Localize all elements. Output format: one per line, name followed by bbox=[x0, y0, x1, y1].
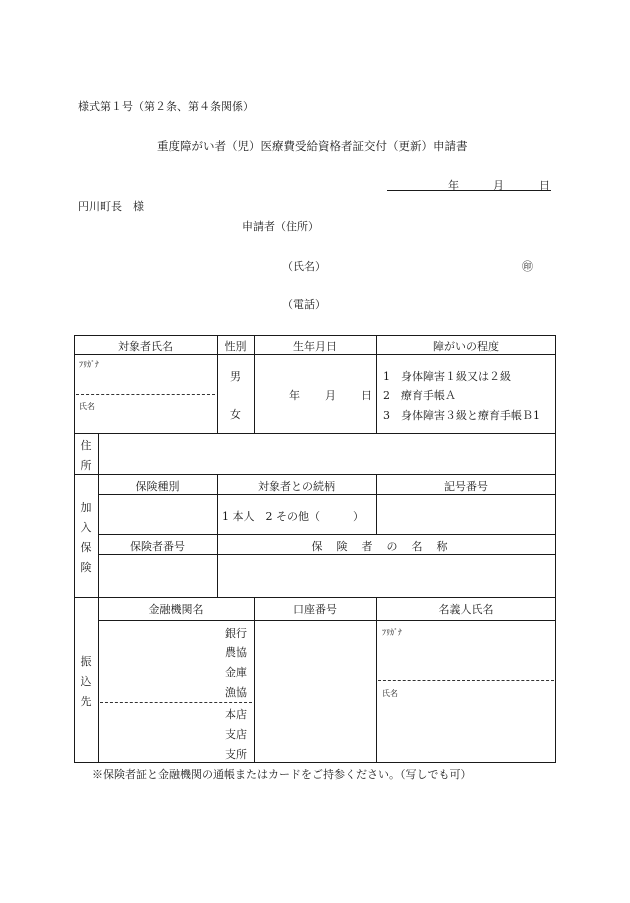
name-label: 氏名 bbox=[79, 402, 95, 411]
disability-option-1[interactable]: 1 身体障害１級又は２級 bbox=[383, 370, 511, 383]
col-sex-header: 性別 bbox=[224, 340, 247, 353]
holder-furigana-label: ﾌﾘｶﾞﾅ bbox=[382, 628, 402, 637]
form-number: 様式第１号（第２条、第４条関係） bbox=[78, 100, 254, 113]
applicant-name-label: （氏名） bbox=[282, 260, 326, 273]
transfer-label-3: 先 bbox=[80, 695, 92, 708]
seal-mark: ㊞ bbox=[522, 260, 533, 273]
col-birth-header: 生年月日 bbox=[293, 340, 337, 353]
branch-type-main[interactable]: 本店 bbox=[225, 708, 247, 721]
bank-name-header: 金融機関名 bbox=[148, 603, 204, 616]
bank-type-fishery[interactable]: 漁協 bbox=[225, 686, 247, 699]
birth-day: 日 bbox=[361, 389, 372, 402]
address-label-2: 所 bbox=[80, 459, 92, 472]
bank-type-credit[interactable]: 金庫 bbox=[225, 666, 247, 679]
holder-name-header: 名義人氏名 bbox=[438, 603, 494, 616]
applicant-phone-label: （電話） bbox=[282, 298, 326, 311]
insurance-label-2: 入 bbox=[80, 521, 92, 534]
holder-name-label: 氏名 bbox=[382, 689, 398, 698]
furigana-label: ﾌﾘｶﾞﾅ bbox=[79, 360, 99, 369]
sex-male[interactable]: 男 bbox=[230, 370, 241, 383]
insurer-name-header: 保険者の名称 bbox=[311, 540, 462, 553]
symbol-number-header: 記号番号 bbox=[444, 480, 488, 493]
address-label-1: 住 bbox=[80, 439, 92, 452]
date-day: 日 bbox=[539, 179, 550, 192]
birth-year: 年 bbox=[289, 389, 300, 402]
applicant-address-label: 申請者（住所） bbox=[242, 220, 319, 233]
transfer-label-2: 込 bbox=[80, 675, 92, 688]
relation-options[interactable]: 1 本人 2 その他（ ） bbox=[222, 510, 364, 523]
insurance-label-4: 険 bbox=[80, 561, 92, 574]
footer-note: ※保険者証と金融機関の通帳またはカードをご持参ください。（写しでも可） bbox=[92, 768, 472, 781]
insurance-label-3: 保 bbox=[80, 541, 92, 554]
col-disability-header: 障がいの程度 bbox=[433, 340, 499, 353]
insurance-type-header: 保険種別 bbox=[135, 480, 180, 493]
relation-header: 対象者との続柄 bbox=[258, 480, 335, 493]
birth-month: 月 bbox=[325, 389, 336, 402]
col-name-header: 対象者氏名 bbox=[118, 340, 173, 353]
account-number-header: 口座番号 bbox=[293, 603, 337, 616]
bank-type-agri[interactable]: 農協 bbox=[225, 646, 247, 659]
addressee: 円川町長 様 bbox=[78, 200, 144, 213]
insured-number-header: 保険者番号 bbox=[130, 540, 185, 553]
disability-option-3[interactable]: 3 身体障害３級と療育手帳Ｂ1 bbox=[383, 409, 540, 422]
date-month: 月 bbox=[493, 179, 504, 192]
form-title: 重度障がい者（児）医療費受給資格者証交付（更新）申請書 bbox=[157, 139, 468, 153]
branch-type-branch[interactable]: 支店 bbox=[225, 728, 247, 741]
transfer-label-1: 振 bbox=[80, 655, 92, 668]
date-underline bbox=[387, 190, 551, 191]
branch-type-office[interactable]: 支所 bbox=[225, 748, 247, 761]
sex-female[interactable]: 女 bbox=[230, 408, 241, 421]
disability-option-2[interactable]: 2 療育手帳Ａ bbox=[383, 389, 456, 402]
insurance-label-1: 加 bbox=[80, 501, 92, 514]
date-year: 年 bbox=[448, 179, 459, 192]
bank-type-bank[interactable]: 銀行 bbox=[225, 627, 247, 640]
